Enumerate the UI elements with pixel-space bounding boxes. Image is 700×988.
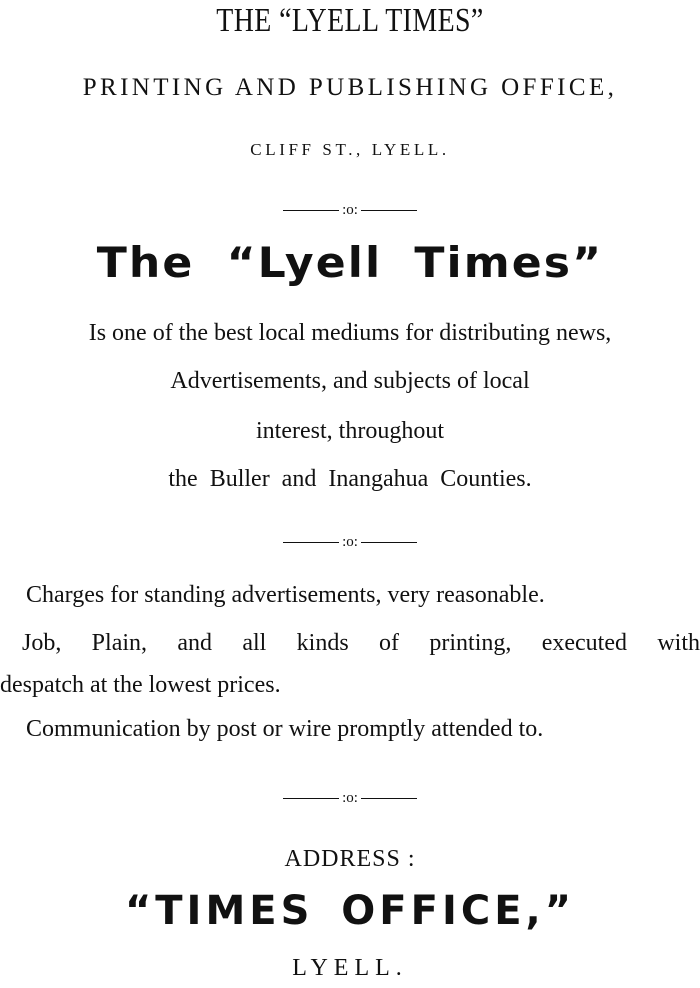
- communication-text: Communication by post or wire promptly attended to.: [26, 716, 544, 742]
- job-line-1: Job, Plain, and all kinds of printing, executed with: [22, 630, 700, 656]
- separator-mark: :o:: [342, 789, 358, 806]
- intro-line-1: Is one of the best local mediums for distributing news,: [88, 320, 612, 346]
- intro-line-3: interest, throughout: [256, 418, 444, 444]
- intro-line-2: Advertisements, and subjects of local: [170, 368, 530, 394]
- charges-text: Charges for standing advertisements, very reasonable.: [26, 582, 545, 608]
- address-office: “TIMES OFFICE,”: [124, 888, 576, 934]
- rule-right: [361, 798, 417, 799]
- rule-left: [283, 210, 339, 211]
- separator-mark: :o:: [342, 533, 358, 550]
- header-street: CLIFF ST., LYELL.: [250, 140, 450, 159]
- rule-left: [283, 798, 339, 799]
- job-line-2: despatch at the lowest prices.: [0, 672, 281, 698]
- rule-right: [361, 210, 417, 211]
- rule-right: [361, 542, 417, 543]
- separator-3: [0, 788, 700, 808]
- header-title: THE “LYELL TIMES”: [216, 2, 484, 39]
- header-subtitle: PRINTING AND PUBLISHING OFFICE,: [82, 74, 618, 101]
- display-title: The “Lyell Times”: [96, 238, 604, 287]
- address-town: LYELL.: [292, 955, 408, 981]
- rule-left: [283, 542, 339, 543]
- separator-mark: :o:: [342, 201, 358, 218]
- separator-2: [0, 532, 700, 552]
- separator-1: [0, 200, 700, 220]
- intro-line-4: the Buller and Inangahua Counties.: [168, 466, 532, 492]
- address-label: ADDRESS :: [284, 846, 416, 872]
